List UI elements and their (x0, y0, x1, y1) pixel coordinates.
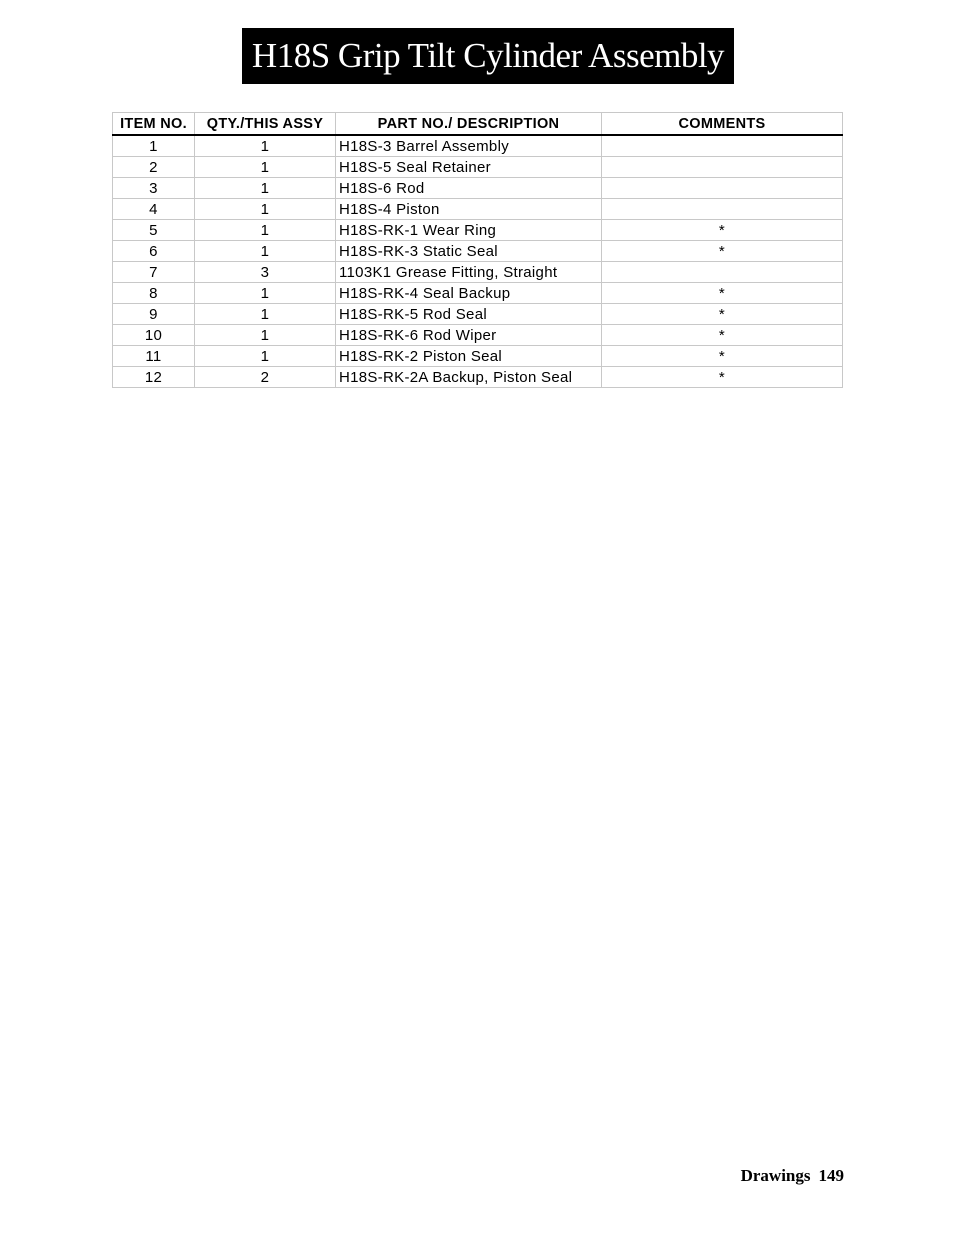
comment-cell: * (602, 304, 843, 325)
part-description-cell: H18S-3 Barrel Assembly (336, 135, 602, 157)
table-row (113, 178, 843, 199)
header-comments: COMMENTS (602, 113, 843, 136)
part-description-cell: H18S-RK-6 Rod Wiper (336, 325, 602, 346)
comment-cell: * (602, 367, 843, 388)
footer-section-label: Drawings (740, 1166, 811, 1185)
table-row (113, 325, 843, 346)
item-no-cell: 1 (113, 135, 195, 157)
qty-cell: 1 (195, 178, 336, 199)
qty-cell: 2 (195, 367, 336, 388)
table-row (113, 199, 843, 220)
item-no-cell: 11 (113, 346, 195, 367)
table-row (113, 220, 843, 241)
item-no-cell: 4 (113, 199, 195, 220)
table-row (113, 157, 843, 178)
part-description-cell: H18S-RK-2A Backup, Piston Seal (336, 367, 602, 388)
page-title: H18S Grip Tilt Cylinder Assembly (242, 28, 734, 84)
qty-cell: 1 (195, 135, 336, 157)
comment-cell: * (602, 283, 843, 304)
qty-cell: 1 (195, 220, 336, 241)
parts-table (112, 112, 843, 388)
qty-cell: 1 (195, 325, 336, 346)
qty-cell: 1 (195, 346, 336, 367)
part-description-cell: H18S-RK-5 Rod Seal (336, 304, 602, 325)
comment-cell: * (602, 220, 843, 241)
qty-cell: 1 (195, 157, 336, 178)
comment-cell: * (602, 241, 843, 262)
table-row (113, 135, 843, 157)
page-number: 149 (818, 1166, 844, 1185)
part-description-cell: H18S-4 Piston (336, 199, 602, 220)
comment-cell (602, 135, 843, 157)
table-row (113, 241, 843, 262)
table-row (113, 262, 843, 283)
table-row (113, 304, 843, 325)
comment-cell (602, 199, 843, 220)
header-item-no: ITEM NO. (113, 113, 195, 136)
item-no-cell: 9 (113, 304, 195, 325)
qty-cell: 1 (195, 304, 336, 325)
comment-cell (602, 262, 843, 283)
table-row (113, 283, 843, 304)
table-row (113, 346, 843, 367)
table-row (113, 367, 843, 388)
part-description-cell: H18S-6 Rod (336, 178, 602, 199)
page-footer (741, 1166, 844, 1186)
item-no-cell: 2 (113, 157, 195, 178)
part-description-cell: H18S-5 Seal Retainer (336, 157, 602, 178)
part-description-cell: 1103K1 Grease Fitting, Straight (336, 262, 602, 283)
qty-cell: 1 (195, 199, 336, 220)
item-no-cell: 7 (113, 262, 195, 283)
header-part-description: PART NO./ DESCRIPTION (336, 113, 602, 136)
comment-cell (602, 178, 843, 199)
item-no-cell: 6 (113, 241, 195, 262)
comment-cell: * (602, 346, 843, 367)
item-no-cell: 3 (113, 178, 195, 199)
item-no-cell: 5 (113, 220, 195, 241)
part-description-cell: H18S-RK-1 Wear Ring (336, 220, 602, 241)
qty-cell: 1 (195, 241, 336, 262)
item-no-cell: 12 (113, 367, 195, 388)
item-no-cell: 8 (113, 283, 195, 304)
part-description-cell: H18S-RK-4 Seal Backup (336, 283, 602, 304)
item-no-cell: 10 (113, 325, 195, 346)
part-description-cell: H18S-RK-3 Static Seal (336, 241, 602, 262)
part-description-cell: H18S-RK-2 Piston Seal (336, 346, 602, 367)
qty-cell: 1 (195, 283, 336, 304)
table-header-row (113, 113, 843, 136)
comment-cell: * (602, 325, 843, 346)
qty-cell: 3 (195, 262, 336, 283)
comment-cell (602, 157, 843, 178)
header-qty: QTY./THIS ASSY (195, 113, 336, 136)
